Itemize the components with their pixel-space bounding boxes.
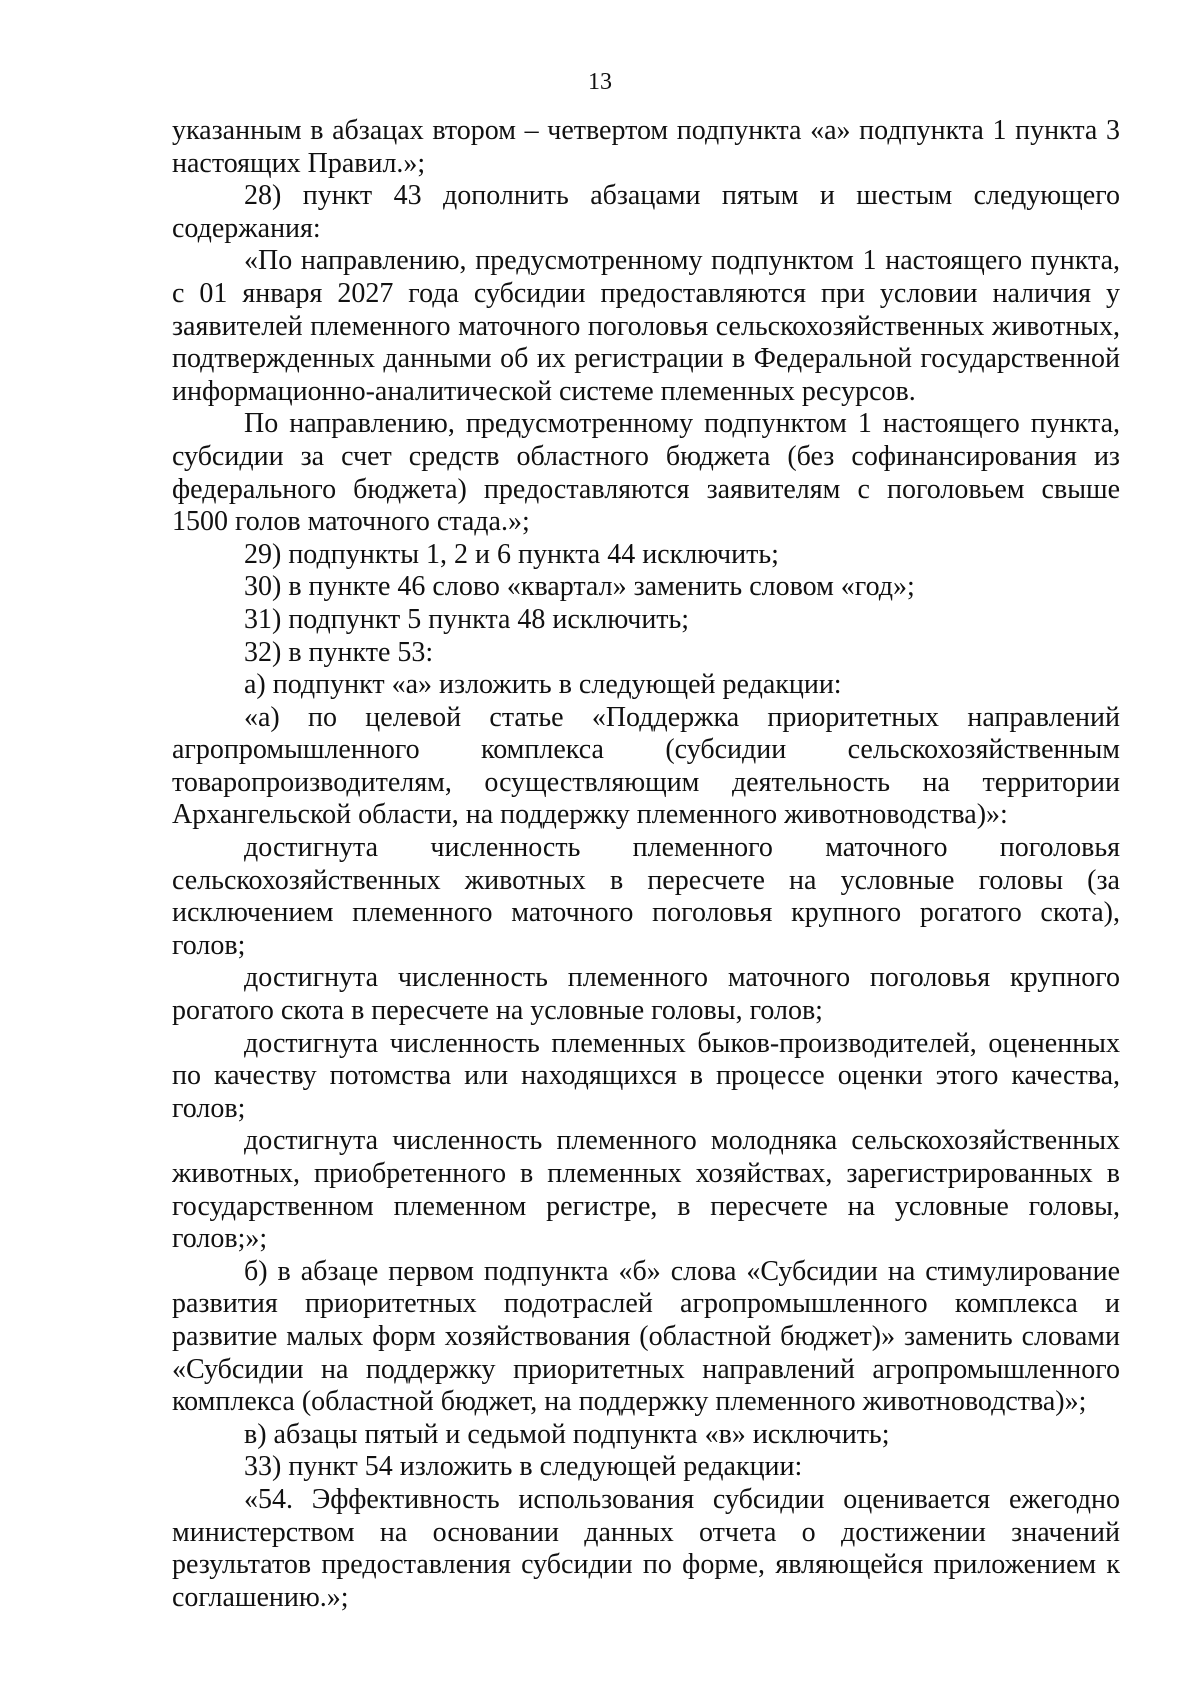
- paragraph-2: 28) пункт 43 дополнить абзацами пятым и шестым следующего содержания:: [172, 180, 1120, 244]
- paragraph-4: По направлению, предусмотренному подпунктом 1 настоящего пункта, субсидии за счет средств областного бюджета (без софинансирования из федерального бюджета) предоставляются заявителям с поголовьем свыше 1500 голов маточного стада.»;: [172, 408, 1120, 538]
- paragraph-14: достигнута численность племенного молодняка сельскохозяйственных животных, приобретенного в племенных хозяйствах, зарегистрированных в государственном племенном регистре, в пересчете на условные головы, голов;»;: [172, 1125, 1120, 1255]
- paragraph-6: 30) в пункте 46 слово «квартал» заменить словом «год»;: [244, 571, 915, 603]
- document-body: [172, 115, 1120, 1614]
- paragraph-18: «54. Эффективность использования субсидии оценивается ежегодно министерством на основании данных отчета о достижении значений результатов предоставления субсидии по форме, являющейся приложением к соглашению.»;: [172, 1483, 1120, 1613]
- paragraph-11: достигнута численность племенного маточного поголовья сельскохозяйственных животных в пересчете на условные головы (за исключением племенного маточного поголовья крупного рогатого скота), голов;: [172, 832, 1120, 961]
- paragraph-1: указанным в абзацах втором – четвертом подпункта «а» подпункта 1 пункта 3 настоящих Правил.»;: [172, 115, 1120, 179]
- paragraph-9: а) подпункт «а» изложить в следующей редакции:: [244, 669, 842, 701]
- paragraph-8: 32) в пункте 53:: [244, 636, 434, 668]
- paragraph-10: «а) по целевой статье «Поддержка приоритетных направлений агропромышленного комплекса (субсидии сельскохозяйственным товаропроизводителям, осуществляющим деятельность на территории Архангельской области, на поддержку племенного животноводства)»:: [172, 701, 1120, 831]
- page-number: 13: [588, 69, 612, 95]
- paragraph-12: достигнута численность племенного маточного поголовья крупного рогатого скота в пересчете на условные головы, голов;: [172, 962, 1120, 1027]
- paragraph-16: в) абзацы пятый и седьмой подпункта «в» исключить;: [244, 1418, 890, 1450]
- paragraph-13: достигнута численность племенных быков-производителей, оцененных по качеству потомства или находящихся в процессе оценки этого качества, голов;: [172, 1027, 1120, 1124]
- paragraph-3: «По направлению, предусмотренному подпунктом 1 настоящего пункта, с 01 января 2027 года субсидии предоставляются при условии наличия у заявителей племенного маточного поголовья сельскохозяйственных животных, подтвержденных данными об их регистрации в Федеральной государственной информационно-аналитической системе племенных ресурсов.: [172, 245, 1120, 407]
- paragraph-5: 29) подпункты 1, 2 и 6 пункта 44 исключить;: [244, 538, 779, 570]
- paragraph-15: б) в абзаце первом подпункта «б» слова «Субсидии на стимулирование развития приоритетных подотраслей агропромышленного комплекса и развитие малых форм хозяйствования (областной бюджет)» заменить словами «Субсидии на поддержку приоритетных направлений агропромышленного комплекса (областной бюджет, на поддержку племенного животноводства)»;: [172, 1255, 1120, 1418]
- paragraph-17: 33) пункт 54 изложить в следующей редакции:: [244, 1451, 803, 1483]
- paragraph-7: 31) подпункт 5 пункта 48 исключить;: [244, 603, 690, 635]
